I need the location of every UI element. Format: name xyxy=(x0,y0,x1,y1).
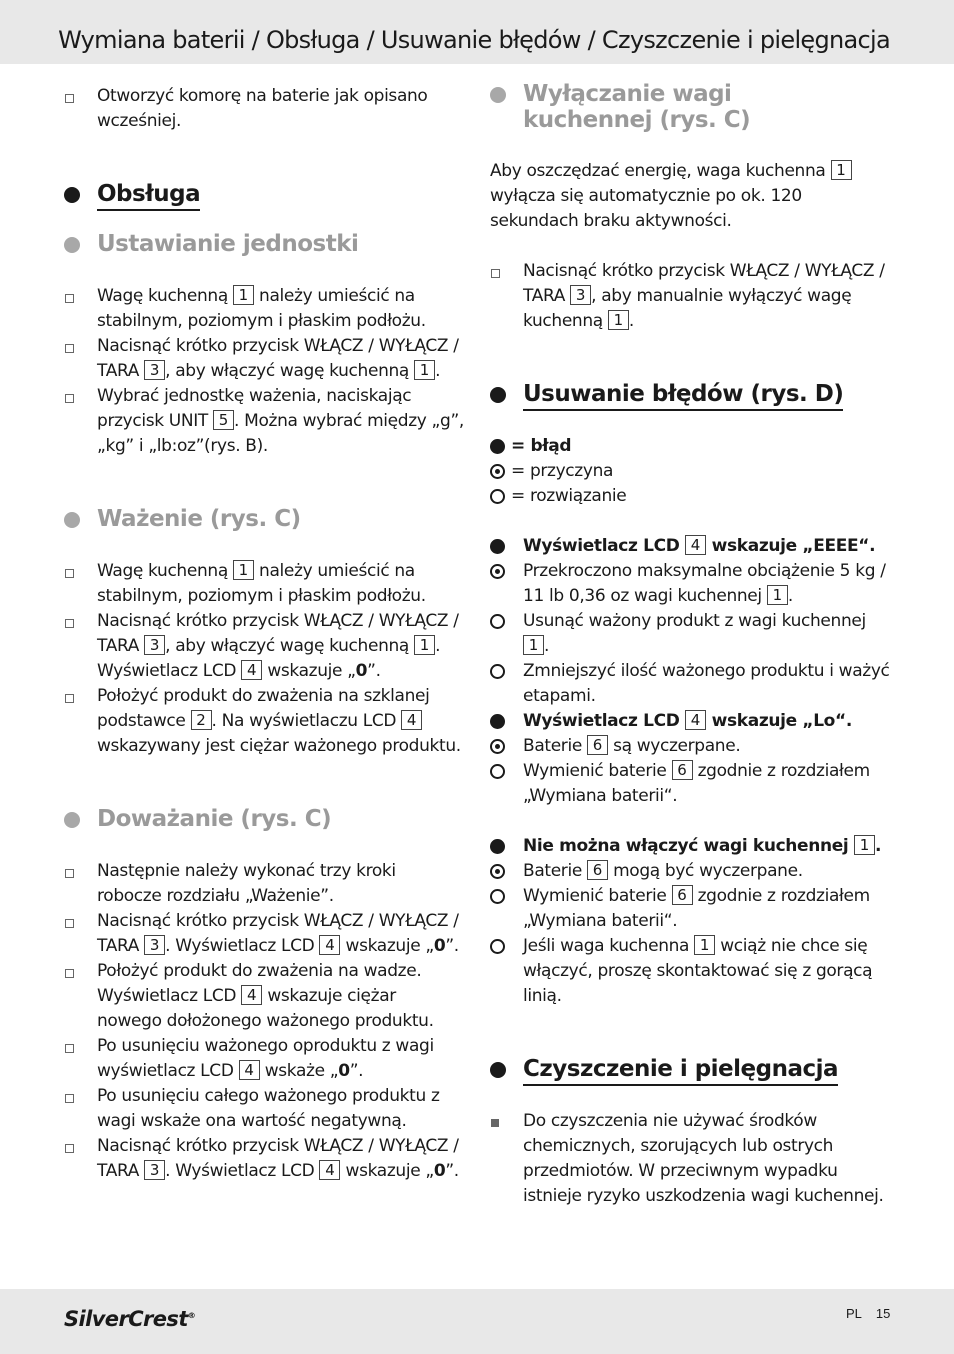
list-item: Wagę kuchenną 1 należy umieścić na stabilnym, poziomym i płaskim podłożu. xyxy=(64,559,464,609)
part-reference-box: 4 xyxy=(685,535,706,555)
error-legend xyxy=(490,434,890,509)
solution-row: Zmniejszyć ilość ważonego produktu i ważyć etapami. xyxy=(490,659,890,709)
part-reference-box: 3 xyxy=(144,935,165,955)
part-reference-box: 4 xyxy=(241,985,262,1005)
section-heading-obsluga: Obsługa xyxy=(64,181,200,207)
part-reference-box: 1 xyxy=(767,585,788,605)
cause-row: Przekroczono maksymalne obciążenie 5 kg / 11 lb 0,36 oz wagi kuchennej 1 . xyxy=(490,559,890,609)
brand-logo: SilverCrest® xyxy=(64,1307,196,1331)
list-item: Nacisnąć krótko przycisk WŁĄCZ / WYŁĄCZ / TARA 3 , aby manualnie wyłączyć wagę kuchenną 1 . xyxy=(490,259,890,334)
part-reference-box: 1 xyxy=(414,635,435,655)
list-item: Po usunięciu ważonego oproduktu z wagi wyświetlacz LCD 4 wskaże „0”. xyxy=(64,1034,464,1084)
wylaczanie-list xyxy=(490,259,890,334)
part-reference-box: 5 xyxy=(213,410,234,430)
part-reference-box: 3 xyxy=(144,635,165,655)
cause-row: Baterie 6 są wyczerpane. xyxy=(490,734,890,759)
page-header xyxy=(0,0,954,64)
legend-solution: = rozwiązanie xyxy=(490,484,890,509)
part-reference-box: 3 xyxy=(144,1160,165,1180)
section-heading-wylaczanie: Wyłączanie wagi kuchennej (rys. C) xyxy=(490,81,823,133)
part-reference-box: 4 xyxy=(401,710,422,730)
part-reference-box: 4 xyxy=(241,660,262,680)
error-no-power xyxy=(490,834,890,1009)
part-reference-box: 1 xyxy=(233,560,254,580)
error-lo xyxy=(490,709,890,809)
dowazanie-list xyxy=(64,859,464,1184)
part-reference-box: 4 xyxy=(319,935,340,955)
page-info xyxy=(846,1306,890,1321)
list-item: Wagę kuchenną 1 należy umieścić na stabilnym, poziomym i płaskim podłożu. xyxy=(64,284,464,334)
legend-error: = błąd xyxy=(490,434,890,459)
ustawianie-list xyxy=(64,284,464,459)
list-item: Położyć produkt do zważenia na szklanej podstawce 2 . Na wyświetlaczu LCD 4 wskazywany jest ciężar ważonego produktu. xyxy=(64,684,464,759)
cause-row: Baterie 6 mogą być wyczerpane. xyxy=(490,859,890,884)
error-row: Wyświetlacz LCD 4 wskazuje „Lo“. xyxy=(490,709,890,734)
part-reference-box: 2 xyxy=(191,710,212,730)
legend-cause: = przyczyna xyxy=(490,459,890,484)
part-reference-box: 3 xyxy=(570,285,591,305)
list-item: Po usunięciu całego ważonego produktu z wagi wskaże ona wartość negatywną. xyxy=(64,1084,464,1134)
error-row: Wyświetlacz LCD 4 wskazuje „EEEE“. xyxy=(490,534,890,559)
part-reference-box: 1 xyxy=(414,360,435,380)
list-item: Otworzyć komorę na baterie jak opisano wcześniej. xyxy=(64,84,464,134)
error-row: Nie można włączyć wagi kuchennej 1 . xyxy=(490,834,890,859)
page-title: Wymiana baterii / Obsługa / Usuwanie błędów / Czyszczenie i pielęgnacja xyxy=(58,26,890,54)
part-reference-box: 4 xyxy=(685,710,706,730)
solution-row: Wymienić baterie 6 zgodnie z rozdziałem „Wymiana baterii“. xyxy=(490,759,890,809)
list-item: Położyć produkt do zważenia na wadze. Wyświetlacz LCD 4 wskazuje ciężar nowego dołożonego ważonego produktu. xyxy=(64,959,464,1034)
section-heading-czyszczenie: Czyszczenie i pielęgnacja xyxy=(490,1056,838,1082)
part-reference-box: 1 xyxy=(694,935,715,955)
list-item: Nacisnąć krótko przycisk WŁĄCZ / WYŁĄCZ / TARA 3 , aby włączyć wagę kuchenną 1 . xyxy=(64,334,464,384)
part-reference-box: 4 xyxy=(319,1160,340,1180)
list-item: Wybrać jednostkę ważenia, naciskając przycisk UNIT 5 . Można wybrać między „g”, „kg” i „lb:oz”(rys. B). xyxy=(64,384,464,459)
part-reference-box: 3 xyxy=(144,360,165,380)
list-item: Nacisnąć krótko przycisk WŁĄCZ / WYŁĄCZ / TARA 3 . Wyświetlacz LCD 4 wskazuje „0”. xyxy=(64,1134,464,1184)
solution-row: Wymienić baterie 6 zgodnie z rozdziałem „Wymiana baterii“. xyxy=(490,884,890,934)
wazenie-list xyxy=(64,559,464,759)
part-reference-box: 6 xyxy=(587,860,608,880)
list-item: Następnie należy wykonać trzy kroki robocze rozdziału „Ważenie”. xyxy=(64,859,464,909)
list-item: Nacisnąć krótko przycisk WŁĄCZ / WYŁĄCZ / TARA 3 , aby włączyć wagę kuchenną 1 . Wyświetlacz LCD 4 wskazuje „0”. xyxy=(64,609,464,684)
section-heading-dowazanie: Doważanie (rys. C) xyxy=(64,806,331,832)
czyszczenie-list xyxy=(490,1109,890,1209)
part-reference-box: 1 xyxy=(523,635,544,655)
section-heading-usuwanie: Usuwanie błędów (rys. D) xyxy=(490,381,843,407)
list-item: Do czyszczenia nie używać środków chemicznych, szorujących lub ostrych przedmiotów. W przeciwnym wypadku istnieje ryzyko uszkodzenia wagi kuchennej. xyxy=(490,1109,890,1209)
language-code: PL xyxy=(846,1306,862,1321)
solution-row: Usunąć ważony produkt z wagi kuchennej 1 . xyxy=(490,609,890,659)
part-reference-box: 4 xyxy=(239,1060,260,1080)
part-reference-box: 1 xyxy=(233,285,254,305)
intro-list xyxy=(64,84,464,134)
part-reference-box: 1 xyxy=(608,310,629,330)
solution-row: Jeśli waga kuchenna 1 wciąż nie chce się włączyć, proszę skontaktować się z gorącą linią. xyxy=(490,934,890,1009)
section-heading-wazenie: Ważenie (rys. C) xyxy=(64,506,301,532)
wylaczanie-paragraph: Aby oszczędzać energię, waga kuchenna 1 wyłącza się automatycznie po ok. 120 sekundach braku aktywności. xyxy=(490,159,890,234)
list-item: Nacisnąć krótko przycisk WŁĄCZ / WYŁĄCZ / TARA 3 . Wyświetlacz LCD 4 wskazuje „0”. xyxy=(64,909,464,959)
part-reference-box: 6 xyxy=(672,885,693,905)
error-eeee xyxy=(490,534,890,709)
part-reference-box: 1 xyxy=(831,160,852,180)
part-reference-box: 1 xyxy=(854,835,875,855)
part-reference-box: 6 xyxy=(587,735,608,755)
part-reference-box: 6 xyxy=(672,760,693,780)
section-heading-ustawianie: Ustawianie jednostki xyxy=(64,231,358,257)
page-number: 15 xyxy=(875,1306,891,1321)
